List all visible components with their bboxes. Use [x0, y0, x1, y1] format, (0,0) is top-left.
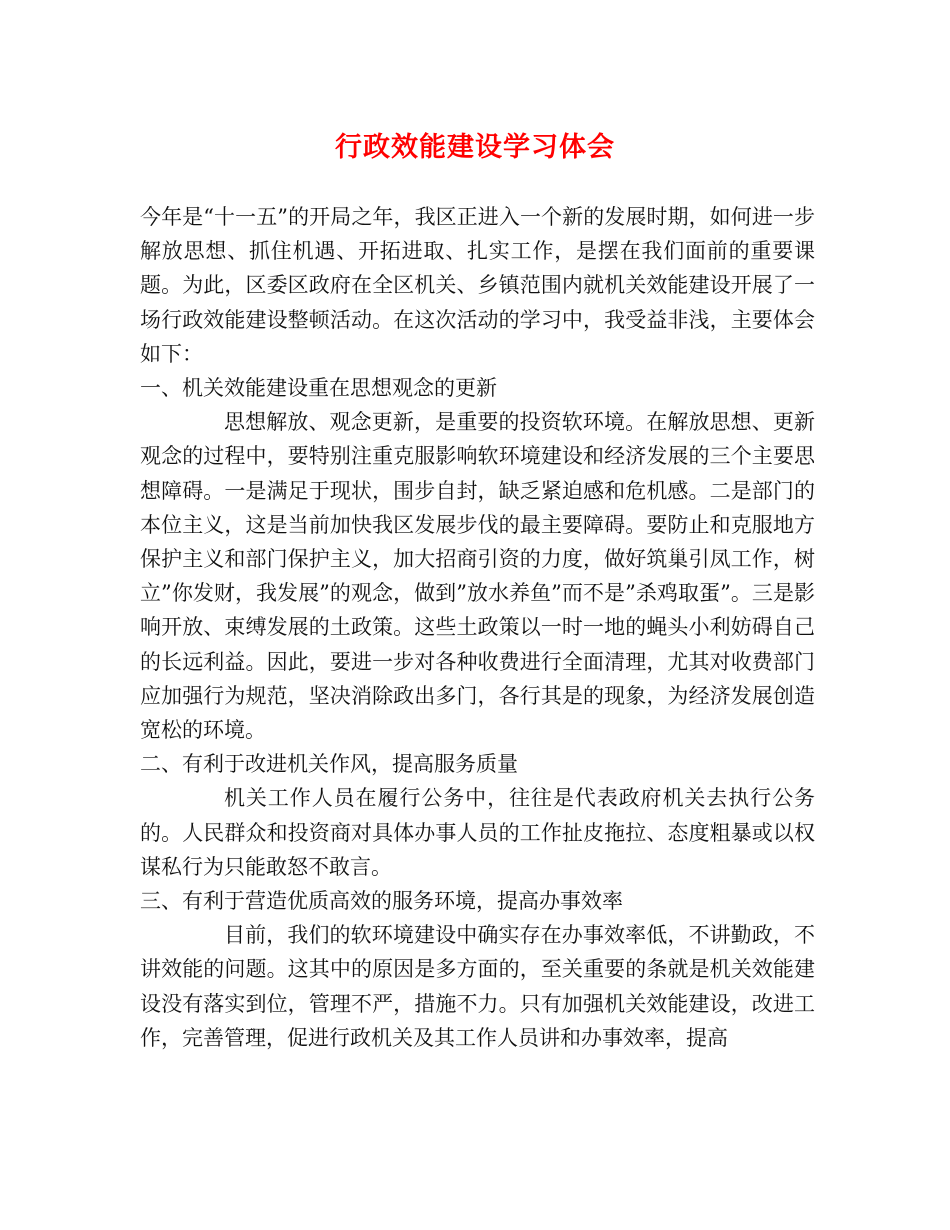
section-2-paragraph: 机关工作人员在履行公务中，往往是代表政府机关去执行公务的。人民群众和投资商对具体办事人员的工作扯皮拖拉、态度粗暴或以权谋私行为只能敢怒不敢言。 [140, 786, 815, 879]
section-heading-1: 一、机关效能建设重在思想观念的更新 [140, 376, 497, 401]
document-title: 行政效能建设学习体会 [335, 132, 615, 163]
section-1-paragraph: 思想解放、观念更新，是重要的投资软环境。在解放思想、更新观念的过程中，要特别注重克服影响软环境建设和经济发展的三个主要思想障碍。一是满足于现状，围步自封，缺乏紧迫感和危机感。二是部门的本位主义，这是当前加快我区发展步伐的最主要障碍。要防止和克服地方保护主义和部门保护主义，加大招商引资的力度，做好筑巢引凤工作，树立”你发财，我发展”的观念，做到”放水养鱼”而不是”杀鸡取蛋”。三是影响开放、束缚发展的土政策。这些土政策以一时一地的蝇头小利妨碍自己的长远利益。因此，要进一步对各种收费进行全面清理，尤其对收费部门应加强行为规范，坚决消除政出多门，各行其是的现象，为经济发展创造宽松的环境。 [140, 410, 815, 743]
intro-paragraph: 今年是“十一五”的开局之年，我区正进入一个新的发展时期，如何进一步解放思想、抓住机遇、开拓进取、扎实工作，是摆在我们面前的重要课题。为此，区委区政府在全区机关、乡镇范围内就机关效能建设开展了一场行政效能建设整顿活动。在这次活动的学习中，我受益非浅，主要体会如下： [140, 205, 815, 366]
section-3-paragraph: 目前，我们的软环境建设中确实存在办事效率低，不讲勤政，不讲效能的问题。这其中的原因是多方面的，至关重要的条就是机关效能建设没有落实到位，管理不严，措施不力。只有加强机关效能建设，改进工作，完善管理，促进行政机关及其工作人员讲和办事效率，提高 [140, 923, 815, 1050]
section-heading-3: 三、有利于营造优质高效的服务环境，提高办事效率 [140, 889, 623, 914]
section-heading-2: 二、有利于改进机关作风，提高服务质量 [140, 752, 518, 777]
document-body [140, 200, 815, 1055]
